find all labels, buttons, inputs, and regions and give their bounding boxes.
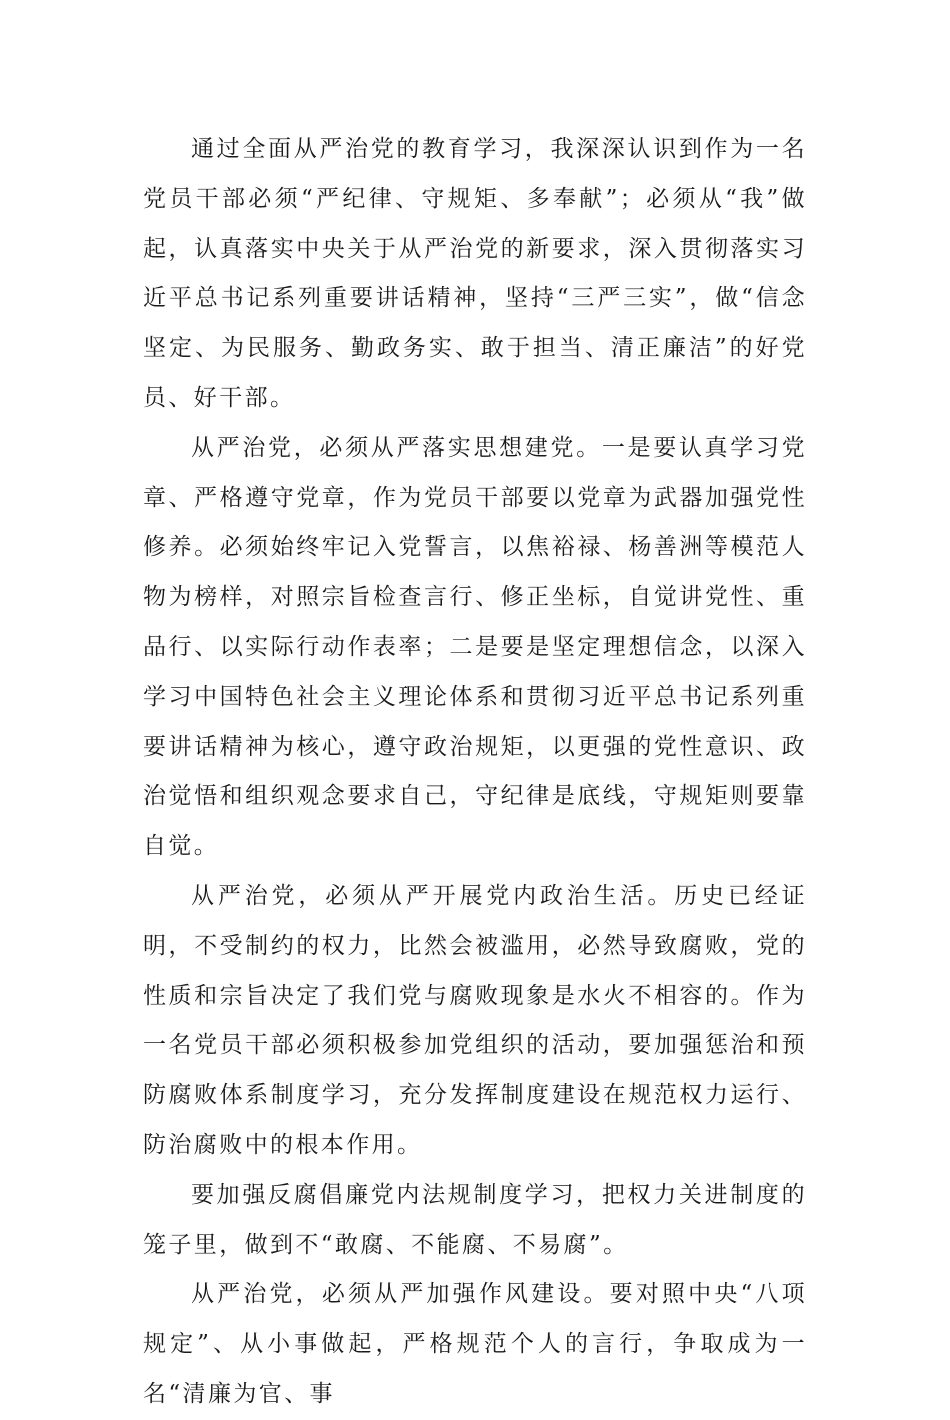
document-body (143, 125, 807, 1420)
paragraph-1: 通过全面从严治党的教育学习，我深深认识到作为一名党员干部必须“严纪律、守规矩、多奉献”；必须从“我”做起，认真落实中央关于从严治党的新要求，深入贯彻落实习近平总书记系列重要讲话精神，坚持“三严三实”，做“信念坚定、为民服务、勤政务实、敢于担当、清正廉洁”的好党员、好干部。 (143, 136, 807, 411)
paragraph-3: 从严治党，必须从严开展党内政治生活。历史已经证明，不受制约的权力，比然会被滥用，必然导致腐败，党的性质和宗旨决定了我们党与腐败现象是水火不相容的。作为一名党员干部必须积极参加党组织的活动，要加强惩治和预防腐败体系制度学习，充分发挥制度建设在规范权力运行、防治腐败中的根本作用。 (143, 882, 807, 1158)
paragraph-5: 从严治党，必须从严加强作风建设。要对照中央“八项规定”、从小事做起，严格规范个人的言行，争取成为一名“清廉为官、事 (143, 1281, 807, 1407)
paragraph-2: 从严治党，必须从严落实思想建党。一是要认真学习党章、严格遵守党章，作为党员干部要以党章为武器加强党性修养。必须始终牢记入党誓言，以焦裕禄、杨善洲等模范人物为榜样，对照宗旨检查言行、修正坐标，自觉讲党性、重品行、以实际行动作表率；二是要是坚定理想信念，以深入学习中国特色社会主义理论体系和贯彻习近平总书记系列重要讲话精神为核心，遵守政治规矩，以更强的党性意识、政治觉悟和组织观念要求自己，守纪律是底线，守规矩则要靠自觉。 (143, 434, 807, 860)
paragraph-4: 要加强反腐倡廉党内法规制度学习，把权力关进制度的笼子里，做到不“敢腐、不能腐、不易腐”。 (143, 1181, 807, 1258)
